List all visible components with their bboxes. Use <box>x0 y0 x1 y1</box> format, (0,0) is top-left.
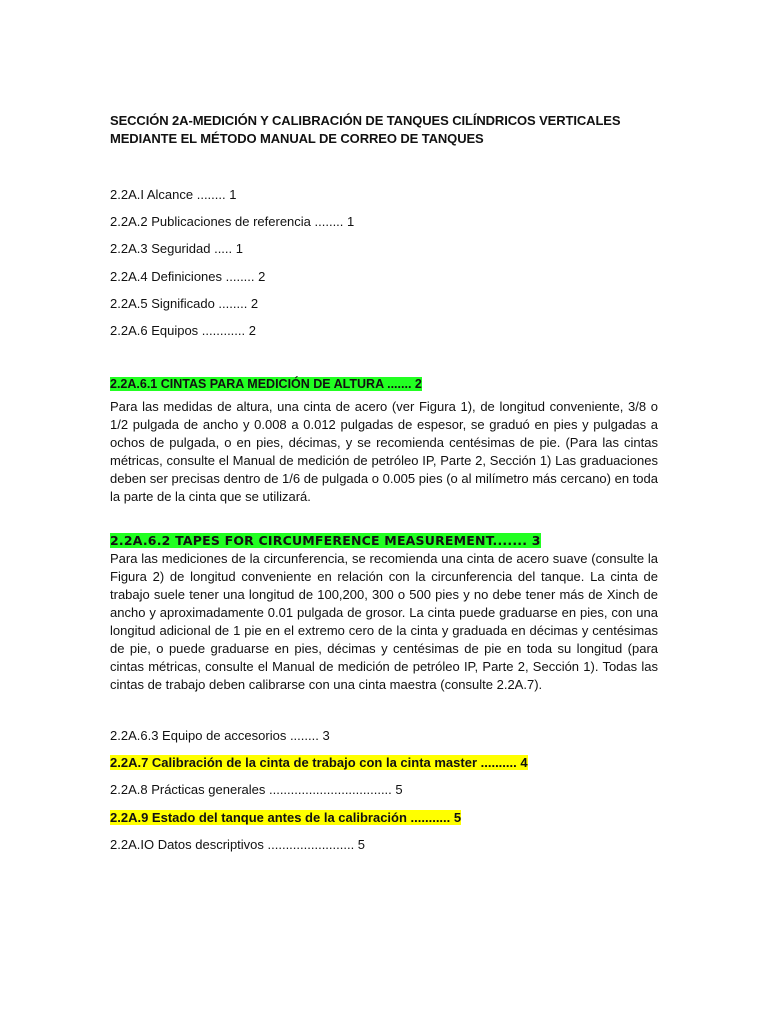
section-paragraph-altura: Para las medidas de altura, una cinta de acero (ver Figura 1), de longitud conveniente, 3/8 o 1/2 pulgada de ancho y 0.008 a 0.012 pulgadas de espesor, se graduó en pies y pulgadas a ochos de pulgada, o en pies, décimas, y se recomienda centésimas de pie. (Para las cintas métricas, consulte el Manual de medición de petróleo IP, Parte 2, Sección 1) Las graduaciones deben ser precisas dentro de 1/6 de pulgada o 0.005 pies (o al milímetro más cercano) en toda la parte de la cinta que se utilizará. <box>110 398 658 504</box>
highlighted-toc-text: 2.2A.7 Calibración de la cinta de trabajo con la cinta master .......... 4 <box>110 755 528 771</box>
toc-item-practicas: 2.2A.8 Prácticas generales .................................. 5 <box>110 782 403 798</box>
section-heading-circumference <box>110 532 658 550</box>
highlighted-heading-text: 2.2A.6.1 CINTAS PARA MEDICIÓN DE ALTURA ....... 2 <box>110 376 422 391</box>
document-page <box>110 112 658 863</box>
toc-item-definiciones: 2.2A.4 Definiciones ........ 2 <box>110 268 266 284</box>
toc-item-datos-descriptivos: 2.2A.IO Datos descriptivos ........................ 5 <box>110 836 366 852</box>
toc-item-equipos: 2.2A.6 Equipos ............ 2 <box>110 322 256 338</box>
toc-item-accesorios: 2.2A.6.3 Equipo de accesorios ........ 3 <box>110 727 330 743</box>
toc-item-alcance: 2.2A.I Alcance ........ 1 <box>110 187 237 202</box>
toc-list-bottom <box>110 727 658 854</box>
highlighted-heading-text: 2.2A.6.2 TAPES FOR CIRCUMFERENCE MEASUREMENT....... 3 <box>110 532 541 548</box>
toc-list-top <box>110 186 658 340</box>
section-paragraph-circunferencia: Para las mediciones de la circunferencia, se recomienda una cinta de acero suave (consulte la Figura 2) de longitud conveniente en relación con la circunferencia del tanque. La cinta de trabajo suele tener una longitud de 100,200, 300 o 500 pies y no debe tener más de Xinch de ancho y aproximadamente 0.01 pulgada de grosor. La cinta puede graduarse en pies, con una longitud adicional de 1 pie en el extremo cero de la cinta y graduada en décimas y centésimas de pie, o puede graduarse en pies, décimas y centésimas de pie en toda su longitud (para cintas métricas, consulte el Manual de medición de petróleo IP, Parte 2, Sección 1). Todas las cintas de trabajo deben calibrarse con una cinta maestra (consulte 2.2A.7). <box>110 550 658 692</box>
toc-item-publicaciones: 2.2A.2 Publicaciones de referencia ........ 1 <box>110 214 355 230</box>
toc-item-significado: 2.2A.5 Significado ........ 2 <box>110 295 259 311</box>
toc-item-calibracion-cinta <box>110 754 658 772</box>
document-title: SECCIÓN 2A-MEDICIÓN Y CALIBRACIÓN DE TANQUES CILÍNDRICOS VERTICALES MEDIANTE EL MÉTODO MANUAL DE CORREO DE TANQUES <box>110 113 621 146</box>
toc-item-estado-tanque <box>110 809 658 827</box>
section-heading-altura <box>110 375 658 393</box>
highlighted-toc-text: 2.2A.9 Estado del tanque antes de la calibración ........... 5 <box>110 809 462 825</box>
toc-item-seguridad: 2.2A.3 Seguridad ..... 1 <box>110 241 243 257</box>
